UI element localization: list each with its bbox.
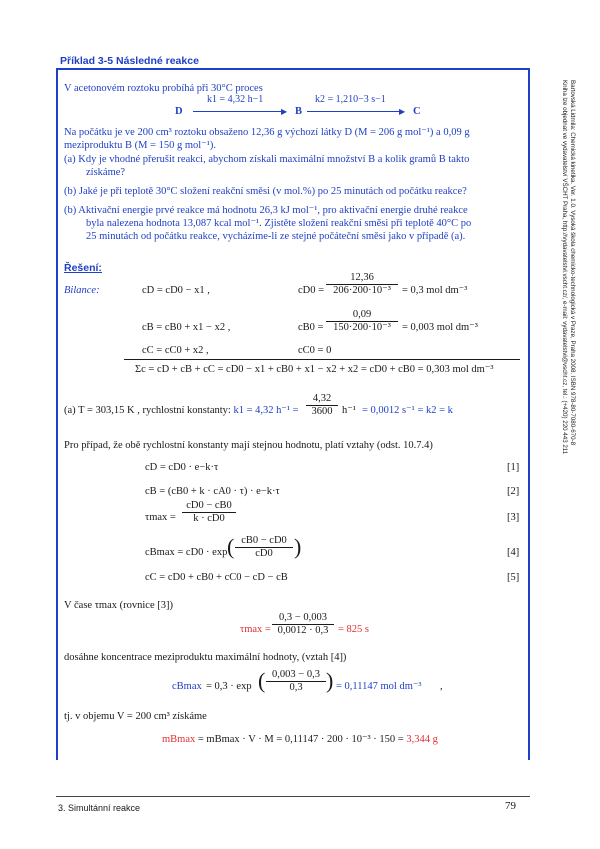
volume-text: tj. v objemu V = 200 cm³ získáme: [64, 711, 207, 722]
arrow-2-head: ▶: [399, 107, 406, 116]
equation-4-lhs: cBmax = cD0 · exp: [145, 547, 228, 558]
sum-rule: [124, 359, 520, 360]
cbmax-comma: ,: [440, 681, 443, 692]
cbmax-mid: = 0,3 · exp: [206, 681, 252, 692]
intro-text: V acetonovém roztoku probíhá při 30°C proces: [64, 83, 263, 94]
rate-k2: k2 = 1,210−3 s−1: [315, 94, 386, 105]
arrow-1: [193, 111, 285, 112]
tau-numerator: 0,3 − 0,003: [272, 612, 334, 625]
solution-heading: Řešení:: [64, 262, 102, 274]
cbmax-result: = 0,11147 mol dm⁻³: [336, 681, 422, 692]
tau-denominator: 0,0012 · 0,3: [277, 625, 329, 636]
equation-3-number: [3]: [507, 512, 520, 523]
rate-k1: k1 = 4,32 h−1: [207, 94, 264, 105]
equation-3-numerator: cD0 − cB0: [182, 500, 236, 513]
equation-3-denominator: k · cD0: [193, 513, 225, 524]
equation-5-number: [5]: [507, 572, 520, 583]
species-c: C: [413, 106, 421, 117]
equation-4-paren-close: ): [294, 534, 302, 559]
cb0-result: = 0,003 mol dm⁻³: [402, 322, 478, 333]
equation-5: cC = cD0 + cB0 + cC0 − cD − cB: [145, 572, 288, 583]
tau-result: = 825 s: [338, 624, 370, 635]
equation-1: cD = cD0 · e−k·τ: [145, 462, 219, 473]
time-text: V čase τmax (rovnice [3]): [64, 600, 173, 611]
question-b: (b) Jaké je při teplotě 30°C složení reakční směsi (v mol.%) po 25 minutách od počátku reakce?: [64, 186, 467, 197]
part-a-k1: k1 = 4,32 h⁻¹ =: [233, 405, 299, 416]
balance-b: cB = cB0 + x1 − x2 ,: [142, 322, 231, 333]
tau-lhs: τmax =: [240, 624, 271, 635]
cc0-value: cC0 = 0: [298, 345, 332, 356]
species-b: B: [295, 106, 303, 117]
cb0-fraction: [326, 309, 398, 334]
cb0-lhs: cB0 =: [298, 322, 324, 333]
arrow-1-head: ▶: [281, 107, 288, 116]
cbmax-paren-close: ): [326, 668, 334, 693]
cbmax-fraction: [266, 669, 326, 694]
cd0-result: = 0,3 mol dm⁻³: [402, 285, 468, 296]
species-d: D: [175, 106, 183, 117]
balance-d: cD = cD0 − x1 ,: [142, 285, 210, 296]
equation-4-fraction: [235, 535, 293, 560]
cd0-denominator: 206·200·10⁻³: [333, 285, 391, 296]
part-a-denominator: 3600: [311, 406, 333, 417]
footer-rule: [56, 796, 530, 797]
case-text: Pro případ, že obě rychlostní konstanty mají stejnou hodnotu, platí vztahy (odst. 10.7.4): [64, 440, 433, 451]
cbmax-numerator: 0,003 − 0,3: [266, 669, 326, 682]
footer-chapter: 3. Simultánní reakce: [58, 803, 141, 813]
cb0-numerator: 0,09: [326, 309, 398, 322]
equation-2: cB = (cB0 + k · cA0 · τ) · e−k·τ: [145, 486, 280, 497]
question-a-line1: (a) Kdy je vhodné přerušit reakci, abychom získali maximální množství B a kolik gramů B takto: [64, 154, 470, 165]
part-a-text: (a) T = 303,15 K , rychlostní konstanty:: [64, 405, 234, 416]
cd0-numerator: 12,36: [326, 272, 398, 285]
mass-result: 3,344 g: [406, 734, 438, 745]
side-note-line2: Kniha lze objednat ve vydavatelství VŠCHT Praha, http://vydavatelstvi.vscht.cz/, e-mail: vydavatelstvi@vscht.cz, tel.: (+420) 220 443 211: [561, 80, 568, 455]
part-a-numerator: 4,32: [306, 393, 338, 406]
part-a-result: = 0,0012 s⁻¹ = k2 = k: [362, 405, 453, 416]
para1-line1: Na počátku je ve 200 cm³ roztoku obsaženo 12,36 g výchozí látky D (M = 206 g mol⁻¹) a 0,09 g: [64, 127, 470, 138]
part-a-temperature: [64, 405, 299, 417]
cbmax-paren-open: (: [258, 668, 266, 693]
side-note-line1: Bartovská Lidmila: Chemická kinetika. Ver. 1.0. Vysoká škola chemicko-technologická v Praze, Praha 2008. ISBN 978-80-7080-670-8: [569, 80, 576, 446]
equation-3-lhs: τmax =: [145, 512, 176, 523]
cbmax-lhs: cBmax: [172, 681, 202, 692]
part-a-fraction: [306, 393, 338, 418]
question-c-line1: (b) Aktivační energie prvé reakce má hodnotu 26,3 kJ mol⁻¹, pro aktivační energie druhé reakce: [64, 205, 468, 216]
reach-text: dosáhne koncentrace meziproduktu maximální hodnoty, (vztah [4]): [64, 652, 347, 663]
equation-4-denominator: cD0: [255, 548, 273, 559]
equation-4-paren-open: (: [227, 534, 235, 559]
mass-mid: = mBmax · V · M = 0,11147 · 200 · 10⁻³ · 150 =: [197, 734, 404, 745]
cd0-fraction: [326, 272, 398, 297]
bilance-label: Bilance:: [64, 285, 100, 296]
page-number: 79: [505, 800, 516, 812]
part-a-unit: h⁻¹: [342, 405, 356, 416]
tau-fraction: [272, 612, 334, 637]
equation-3-fraction: [182, 500, 236, 525]
balance-c: cC = cC0 + x2 ,: [142, 345, 209, 356]
cb0-denominator: 150·200·10⁻³: [333, 322, 391, 333]
question-a-line2: získáme?: [86, 167, 126, 178]
cd0-lhs: cD0 =: [298, 285, 325, 296]
side-note: [560, 80, 576, 700]
equation-4-number: [4]: [507, 547, 520, 558]
sum-equation: Σc = cD + cB + cC = cD0 − x1 + cB0 + x1 − x2 + x2 = cD0 + cB0 = 0,303 mol dm⁻³: [135, 364, 494, 375]
question-c-line3: 25 minutách od počátku reakce, vycházíme-li ze stejné počáteční směsi jako v případě (a).: [86, 231, 466, 242]
equation-4-numerator: cB0 − cD0: [235, 535, 293, 548]
arrow-2: [307, 111, 403, 112]
question-c-line2: byla nalezena hodnota 13,087 kcal mol⁻¹. Zjistěte složení reakční směsi při teplotě 40°C po: [86, 218, 472, 229]
equation-1-number: [1]: [507, 462, 520, 473]
cbmax-denominator: 0,3: [289, 682, 303, 693]
mass-equation: [162, 734, 438, 746]
para1-line2: meziproduktu B (M = 150 g mol⁻¹).: [64, 140, 216, 151]
equation-2-number: [2]: [507, 486, 520, 497]
mass-lhs: mBmax: [162, 734, 196, 745]
reaction-scheme: [175, 94, 435, 120]
example-title: Příklad 3-5 Následné reakce: [60, 55, 199, 67]
